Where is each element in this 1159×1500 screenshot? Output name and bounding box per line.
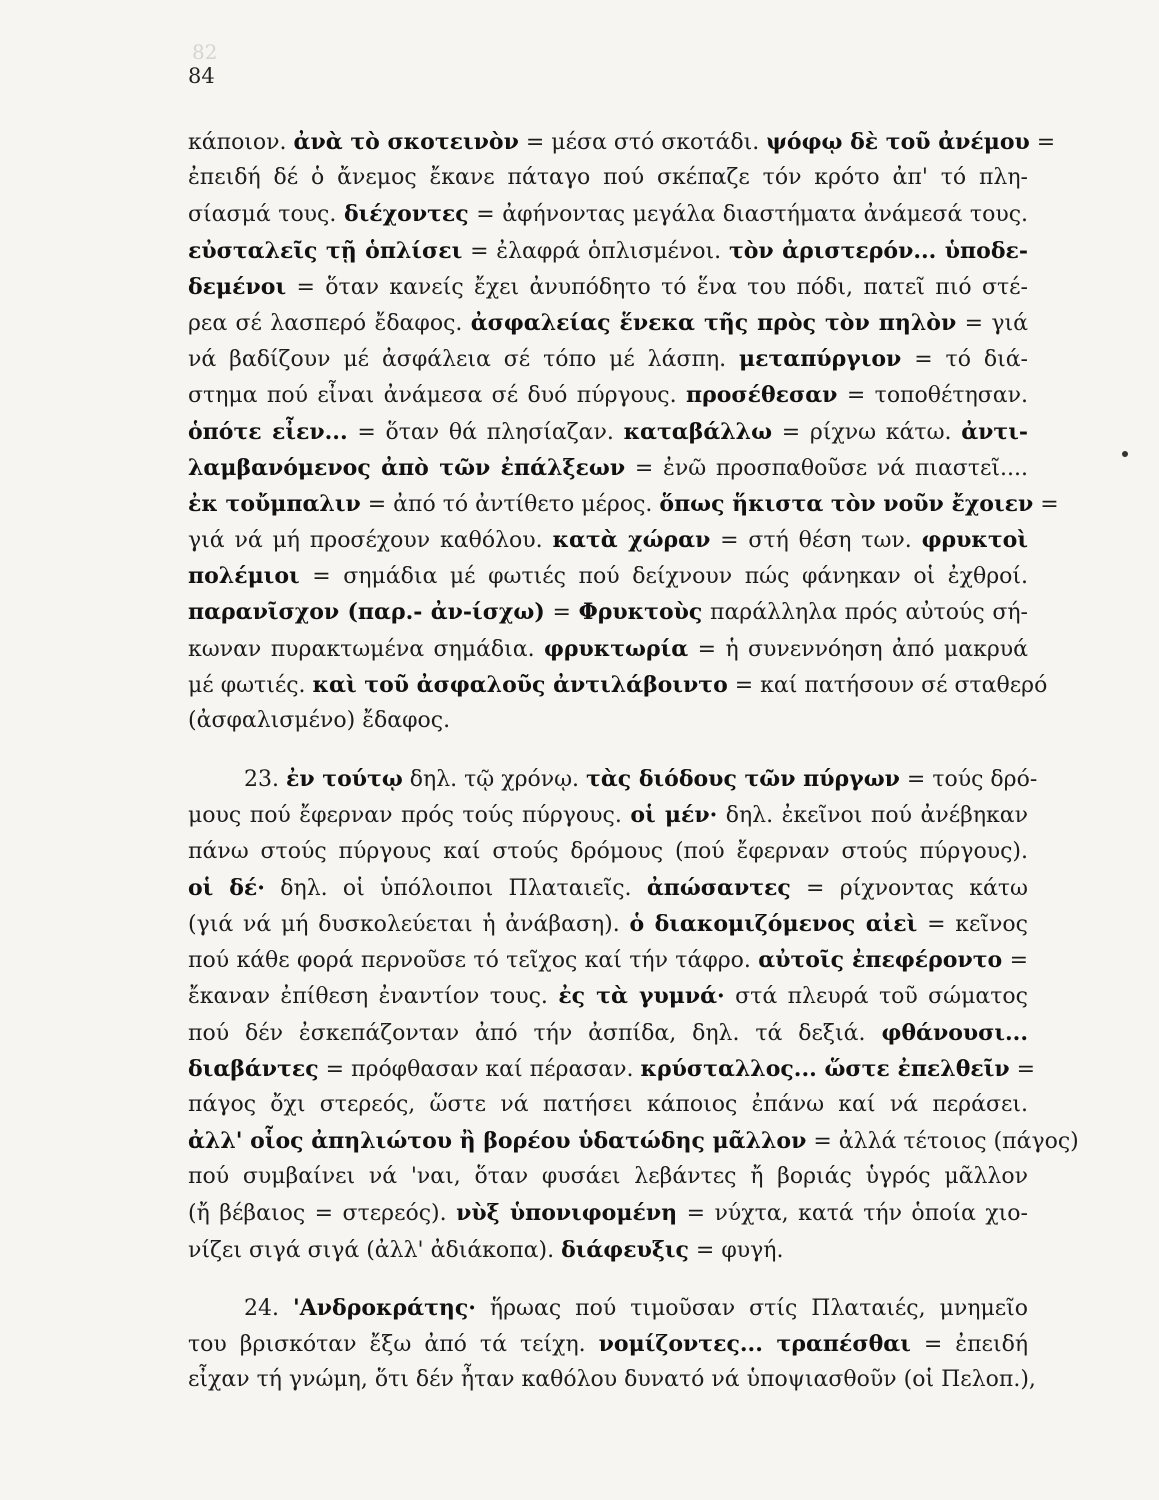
gloss-text: = [1029, 130, 1056, 155]
gloss-text: δηλ. οἱ ὑπόλοιποι Πλαταιεῖς. [264, 875, 647, 901]
gloss-text: = μέσα στό σκοτάδι. [518, 130, 767, 155]
lemma-term: κρύσταλλος... ὥστε ἐπελθεῖν [640, 1055, 1010, 1082]
text-line [188, 906, 1028, 942]
lemma-term: διάφευξις [561, 1236, 689, 1263]
bleed-through-page-number: 82 [192, 40, 218, 64]
text-line [188, 1326, 1028, 1362]
gloss-text: 24. [244, 1295, 293, 1321]
lemma-term: καταβάλλω [623, 418, 773, 445]
gloss-text: = πρόφθασαν καί πέρασαν. [318, 1056, 641, 1082]
text-line [188, 1015, 1028, 1051]
text-line [188, 124, 1056, 160]
lemma-term: ἐς τὰ γυμνά· [558, 983, 725, 1010]
gloss-text: = [544, 600, 579, 626]
gloss-text: δηλ. ἐκεῖνοι πού ἀνέβηκαν [717, 803, 1029, 829]
text-line [188, 978, 1028, 1014]
commentary-text [188, 124, 1079, 1398]
gloss-text: (γιά νά μή δυσκολεύεται ἡ ἀνάβαση). [188, 911, 630, 937]
gloss-text: κωναν πυρακτωμένα σημάδια. [188, 636, 544, 662]
text-line [188, 797, 1028, 833]
stray-ink-dot [1122, 451, 1128, 457]
lemma-term: δεμένοι [188, 273, 287, 300]
lemma-term: 'Ανδροκράτης· [292, 1294, 476, 1321]
lemma-term: παρανῖσχον (παρ.- ἀν-ίσχω) [188, 599, 545, 626]
text-line [188, 269, 1028, 305]
text-line [188, 1362, 1036, 1398]
lemma-term: καὶ τοῦ ἀσφαλοῦς ἀντιλάβοιντο [312, 671, 728, 698]
gloss-text: παράλληλα πρός αὐτούς σή- [702, 600, 1028, 626]
gloss-text: = τό διά- [901, 347, 1028, 373]
text-line [188, 1195, 1028, 1231]
lemma-term: ὁπότε εἶεν... [188, 418, 348, 445]
gloss-text: = ρίχνοντας κάτω [790, 875, 1028, 901]
gloss-text: = ἀλλά τέτοιος (πάγος) [806, 1129, 1079, 1155]
lemma-term: ἀσφαλείας ἕνεκα τῆς πρὸς τὸν πηλὸν [470, 309, 957, 336]
gloss-text: δηλ. τῷ χρόνῳ. [402, 767, 587, 793]
lemma-term: νὺξ ὑπονιφομένη [456, 1200, 678, 1227]
gloss-text: 23. [244, 767, 286, 793]
gloss-text: νίζει σιγά σιγά (ἀλλ' ἀδιάκοπα). [188, 1237, 562, 1263]
gloss-text: = ἐπειδή [910, 1332, 1028, 1357]
gloss-text: του βρισκόταν ἔξω ἀπό τά τείχη. [188, 1332, 599, 1357]
gloss-text: ρεα σέ λασπερό ἔδαφος. [188, 310, 471, 336]
paragraph-gap [188, 1268, 1028, 1290]
text-line [188, 1051, 1036, 1087]
gloss-text: = νύχτα, κατά τήν ὁποία χιο- [677, 1201, 1028, 1227]
lemma-term: εὐσταλεῖς τῇ ὁπλίσει [188, 237, 463, 264]
lemma-term: οἱ μέν· [630, 802, 718, 829]
lemma-term: φρυκτωρία [543, 635, 689, 662]
text-line [188, 522, 1028, 558]
text-line [188, 486, 1059, 522]
text-line [188, 870, 1028, 906]
text-line [188, 160, 1028, 196]
lemma-term: διαβάντες [188, 1055, 319, 1082]
lemma-term: ἐκ τοὔμπαλιν [188, 490, 361, 517]
gloss-text: = τούς δρό- [899, 767, 1038, 793]
lemma-term: ἀπώσαντες [646, 874, 791, 901]
text-line [188, 631, 1028, 667]
gloss-text: = [1002, 948, 1028, 974]
paragraph-gap [188, 739, 1028, 761]
lemma-term: ὅπως ἥκιστα τὸν νοῦν ἔχοιεν [659, 490, 1034, 517]
gloss-text: μέ φωτιές. [188, 672, 313, 698]
gloss-text: = ἐλαφρά ὁπλισμένοι. [462, 238, 729, 264]
lemma-term: ἀλλ' οἷος ἀπηλιώτου ἢ βορέου ὑδατώδης μᾶλλον [188, 1128, 807, 1155]
text-line [188, 414, 1028, 450]
text-line [188, 233, 1028, 269]
gloss-text: = καί πατήσουν σέ σταθερό [727, 672, 1048, 698]
lemma-term: κατὰ χώραν [552, 527, 711, 554]
gloss-text: ἔκαναν ἐπίθεση ἐναντίον τους. [188, 984, 559, 1010]
gloss-text: πού κάθε φορά περνοῦσε τό τεῖχος καί τήν τάφρο. [188, 948, 759, 974]
gloss-text: ἥρωας πού τιμοῦσαν στίς Πλαταιές, μνημεῖο [475, 1295, 1029, 1321]
gloss-text: στημα πού εἶναι ἀνάμεσα σέ δυό πύργους. [188, 383, 686, 409]
gloss-text: (ἀσφαλισμένο) ἔδαφος. [188, 708, 451, 733]
gloss-text: γιά νά μή προσέχουν καθόλου. [188, 528, 553, 554]
text-line [188, 667, 1048, 703]
lemma-term: οἱ δέ· [188, 874, 265, 901]
lemma-term: ἐν τούτῳ [285, 766, 403, 793]
lemma-term: ψόφῳ δὲ τοῦ ἀνέμου [766, 129, 1030, 155]
gloss-text: (ἤ βέβαιος = στερεός). [188, 1201, 457, 1227]
text-line [188, 942, 1028, 978]
gloss-text: = ρίχνω κάτω. [772, 419, 962, 445]
text-line [188, 1290, 1028, 1326]
text-line [188, 341, 1028, 377]
text-line [188, 196, 1028, 232]
lemma-term: ὁ διακομιζόμενος αἰεὶ [629, 910, 918, 937]
lemma-term: τὸν ἀριστερόν... ὑποδε- [728, 237, 1029, 264]
gloss-text: = ὅταν θά πλησίαζαν. [347, 419, 624, 445]
gloss-text: = τοποθέτησαν. [837, 383, 1028, 409]
text-line [188, 594, 1028, 630]
lemma-term: μεταπύργιον [739, 346, 902, 373]
lemma-term: διέχοντες [343, 201, 469, 228]
lemma-term: φρυκτοὶ [921, 527, 1028, 554]
gloss-text: = γιά [956, 310, 1028, 336]
gloss-text: μους πού ἔφερναν πρός τούς πύργους. [188, 803, 631, 829]
lemma-term: Φρυκτοὺς [578, 599, 703, 626]
lemma-term: φθάνουσι... [881, 1019, 1028, 1046]
text-line [188, 1087, 1028, 1123]
text-line [188, 761, 1038, 797]
lemma-term: τὰς διόδους τῶν πύργων [586, 766, 900, 793]
gloss-text: = σημάδια μέ φωτιές πού δείχνουν πώς φάνηκαν οἱ ἐχθροί. [299, 564, 1028, 590]
page-number: 84 [188, 64, 215, 88]
lemma-term: νομίζοντες... τραπέσθαι [598, 1331, 911, 1357]
lemma-term: ἀνὰ τὸ σκοτεινὸν [293, 129, 519, 155]
text-line [188, 558, 1028, 594]
gloss-text: στά πλευρά τοῦ σώματος [724, 984, 1028, 1010]
gloss-text: = κεῖνος [917, 911, 1028, 937]
gloss-text: σίασμά τους. [188, 202, 344, 228]
gloss-text: = ἐνῶ προσπαθοῦσε νά πιαστεῖ.... [625, 455, 1028, 481]
text-line [188, 305, 1028, 341]
text-line [188, 1232, 1028, 1268]
text-line [188, 450, 1028, 486]
gloss-text: = φυγή. [688, 1237, 784, 1263]
gloss-text: = στή θέση των. [710, 528, 922, 554]
lemma-term: ἀντι- [961, 418, 1028, 445]
gloss-text: πού δέν ἐσκεπάζονταν ἀπό τήν ἀσπίδα, δηλ. τά δεξιά. [188, 1020, 882, 1046]
text-line [188, 703, 1028, 739]
gloss-text: = ἀφήνοντας μεγάλα διαστήματα ἀνάμεσά τους. [468, 202, 1029, 228]
gloss-text: πάγος ὄχι στερεός, ὥστε νά πατήσει κάποιος ἐπάνω καί νά περάσει. [188, 1091, 1028, 1117]
gloss-text: εἶχαν τή γνώμη, ὅτι δέν ἦταν καθόλου δυνατό νά ὑποψιασθοῦν (οἱ Πελοπ.), [188, 1367, 1036, 1393]
lemma-term: λαμβανόμενος ἀπὸ τῶν ἐπάλξεων [188, 454, 626, 481]
gloss-text: νά βαδίζουν μέ ἀσφάλεια σέ τόπο μέ λάσπη. [188, 347, 739, 373]
gloss-text: κάποιον. [188, 130, 294, 155]
gloss-text: = [1033, 491, 1059, 517]
text-line [188, 834, 1028, 870]
gloss-text: ἐπειδή δέ ὁ ἄνεμος ἔκανε πάταγο πού σκέπαζε τόν κρότο ἀπ' τό πλη- [188, 165, 1028, 191]
text-line [188, 1123, 1079, 1159]
lemma-term: αὐτοῖς ἐπεφέροντο [758, 947, 1003, 974]
gloss-text: = ἡ συνεννόηση ἀπό μακρυά [688, 636, 1028, 662]
text-line [188, 1159, 1028, 1195]
gloss-text: πού συμβαίνει νά 'ναι, ὅταν φυσάει λεβάντες ἤ βοριάς ὑγρός μᾶλλον [188, 1164, 1028, 1190]
lemma-term: προσέθεσαν [685, 382, 838, 409]
lemma-term: πολέμιοι [188, 563, 300, 590]
gloss-text: = ἀπό τό ἀντίθετο μέρος. [360, 491, 660, 517]
text-line [188, 377, 1028, 413]
gloss-text: πάνω στούς πύργους καί στούς δρόμους (πού ἔφερναν στούς πύργους). [188, 838, 1028, 864]
gloss-text: = [1009, 1056, 1036, 1082]
gloss-text: = ὅταν κανείς ἔχει ἀνυπόδητο τό ἕνα του πόδι, πατεῖ πιό στέ- [286, 274, 1028, 300]
